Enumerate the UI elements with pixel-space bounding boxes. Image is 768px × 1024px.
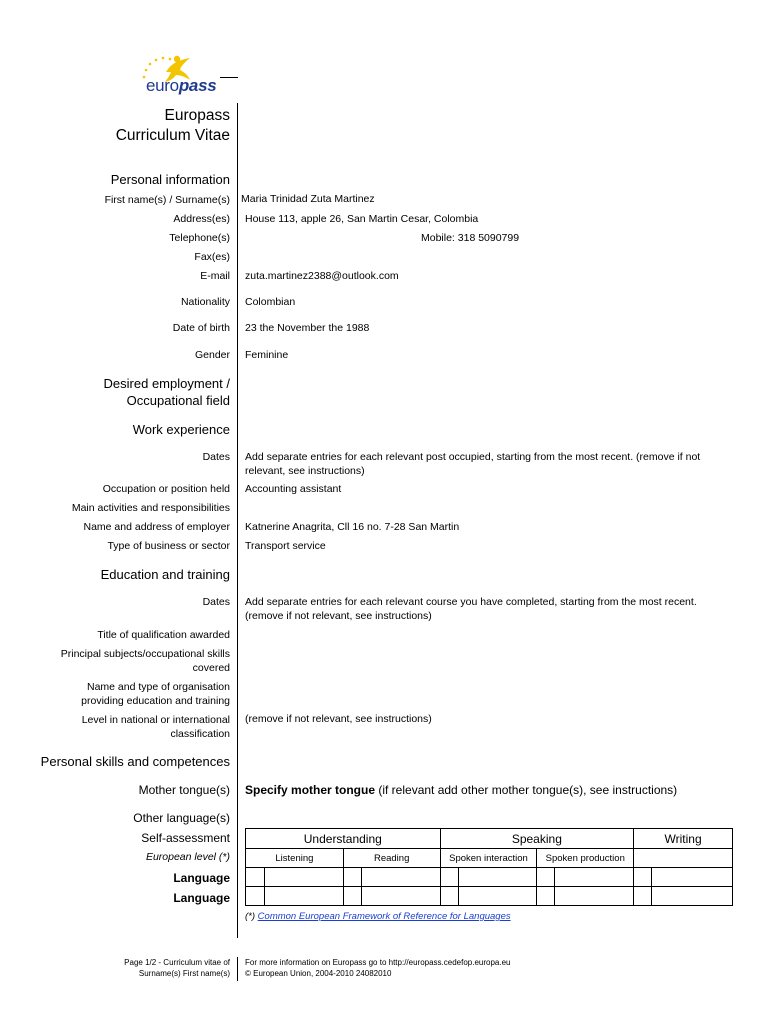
europass-logo bbox=[132, 50, 242, 100]
business-value: Transport service bbox=[245, 540, 326, 552]
dob-label: Date of birth bbox=[172, 322, 230, 334]
section-desired-employment-line1: Desired employment / bbox=[103, 376, 230, 391]
subheader-listening: Listening bbox=[246, 849, 344, 868]
footer-page-info: Page 1/2 - Curriculum vitae of bbox=[124, 958, 230, 967]
name-label: First name(s) / Surname(s) bbox=[104, 194, 230, 206]
footer-divider bbox=[237, 957, 238, 981]
subheader-spoken-production: Spoken production bbox=[537, 849, 634, 868]
framework-link[interactable]: Common European Framework of Reference for Languages bbox=[257, 911, 511, 922]
level-classification-label: Level in national or international classification bbox=[81, 714, 230, 740]
european-level-label: European level (*) bbox=[145, 851, 230, 863]
other-languages-label: Other language(s) bbox=[133, 811, 230, 825]
header-writing: Writing bbox=[634, 829, 733, 849]
language-self-assessment-table bbox=[245, 828, 733, 906]
address-label: Address(es) bbox=[173, 213, 230, 225]
organisation-label: Name and type of organisation providing education and training bbox=[81, 681, 230, 707]
language-label-2: Language bbox=[173, 891, 230, 905]
work-dates-value: Add separate entries for each relevant post occupied, starting from the most recent. (remove if not relevant, see instructions) bbox=[245, 451, 701, 477]
framework-footnote: (*) Common European Framework of Reference for Languages bbox=[245, 911, 511, 922]
table-row bbox=[246, 887, 733, 906]
fax-label: Fax(es) bbox=[194, 251, 230, 263]
subheader-spoken-interaction: Spoken interaction bbox=[440, 849, 537, 868]
europass-logo-text: europass bbox=[146, 76, 217, 95]
employer-label: Name and address of employer bbox=[83, 521, 230, 533]
mother-tongue-label: Mother tongue(s) bbox=[138, 783, 230, 797]
telephone-label: Telephone(s) bbox=[169, 232, 230, 244]
table-row bbox=[246, 868, 733, 887]
section-personal-skills: Personal skills and competences bbox=[40, 754, 230, 769]
cv-title-line2: Curriculum Vitae bbox=[115, 127, 230, 144]
level-classification-value: (remove if not relevant, see instructions) bbox=[245, 713, 432, 725]
email-label: E-mail bbox=[200, 270, 230, 282]
occupation-label: Occupation or position held bbox=[102, 483, 230, 495]
self-assessment-label: Self-assessment bbox=[141, 831, 230, 845]
mobile-value: Mobile: 318 5090799 bbox=[421, 232, 520, 244]
employer-value: Katnerine Anagrita, Cll 16 no. 7-28 San Martin bbox=[245, 521, 460, 533]
address-value: House 113, apple 26, San Martin Cesar, Colombia bbox=[245, 213, 479, 225]
education-dates-value: Add separate entries for each relevant course you have completed, starting from the most recent. (remove if not relevant, see instructions) bbox=[245, 596, 697, 622]
subjects-label: Principal subjects/occupational skills covered bbox=[60, 648, 230, 674]
subheader-reading: Reading bbox=[343, 849, 440, 868]
section-desired-employment-line2: Occupational field bbox=[126, 393, 230, 408]
section-personal-information: Personal information bbox=[110, 172, 230, 187]
footer-surname: Surname(s) First name(s) bbox=[138, 969, 230, 978]
footer-copyright: © European Union, 2004-2010 24082010 bbox=[245, 969, 392, 978]
header-understanding: Understanding bbox=[246, 829, 441, 849]
section-work-experience: Work experience bbox=[132, 422, 230, 437]
header-speaking: Speaking bbox=[440, 829, 634, 849]
name-value: Maria Trinidad Zuta Martinez bbox=[241, 193, 375, 205]
logo-underline bbox=[220, 77, 238, 78]
work-dates-label: Dates bbox=[202, 451, 230, 463]
nationality-value: Colombian bbox=[245, 296, 296, 308]
occupation-value: Accounting assistant bbox=[245, 483, 342, 495]
section-education-training: Education and training bbox=[100, 567, 230, 582]
qualification-label: Title of qualification awarded bbox=[97, 629, 230, 641]
gender-value: Feminine bbox=[245, 349, 289, 361]
activities-label: Main activities and responsibilities bbox=[71, 502, 230, 514]
subheader-writing-blank bbox=[634, 849, 733, 868]
language-label-1: Language bbox=[173, 871, 230, 885]
email-value: zuta.martinez2388@outlook.com bbox=[245, 270, 399, 282]
education-dates-label: Dates bbox=[202, 596, 230, 608]
gender-label: Gender bbox=[194, 349, 230, 361]
dob-value: 23 the November the 1988 bbox=[245, 322, 370, 334]
column-divider bbox=[237, 103, 238, 938]
business-label: Type of business or sector bbox=[107, 540, 230, 552]
footer-europass-info: For more information on Europass go to http://europass.cedefop.europa.eu bbox=[245, 958, 511, 967]
nationality-label: Nationality bbox=[180, 296, 230, 308]
cv-title-line1: Europass bbox=[164, 107, 230, 124]
mother-tongue-value: Specify mother tongue (if relevant add other mother tongue(s), see instructions) bbox=[245, 783, 678, 797]
